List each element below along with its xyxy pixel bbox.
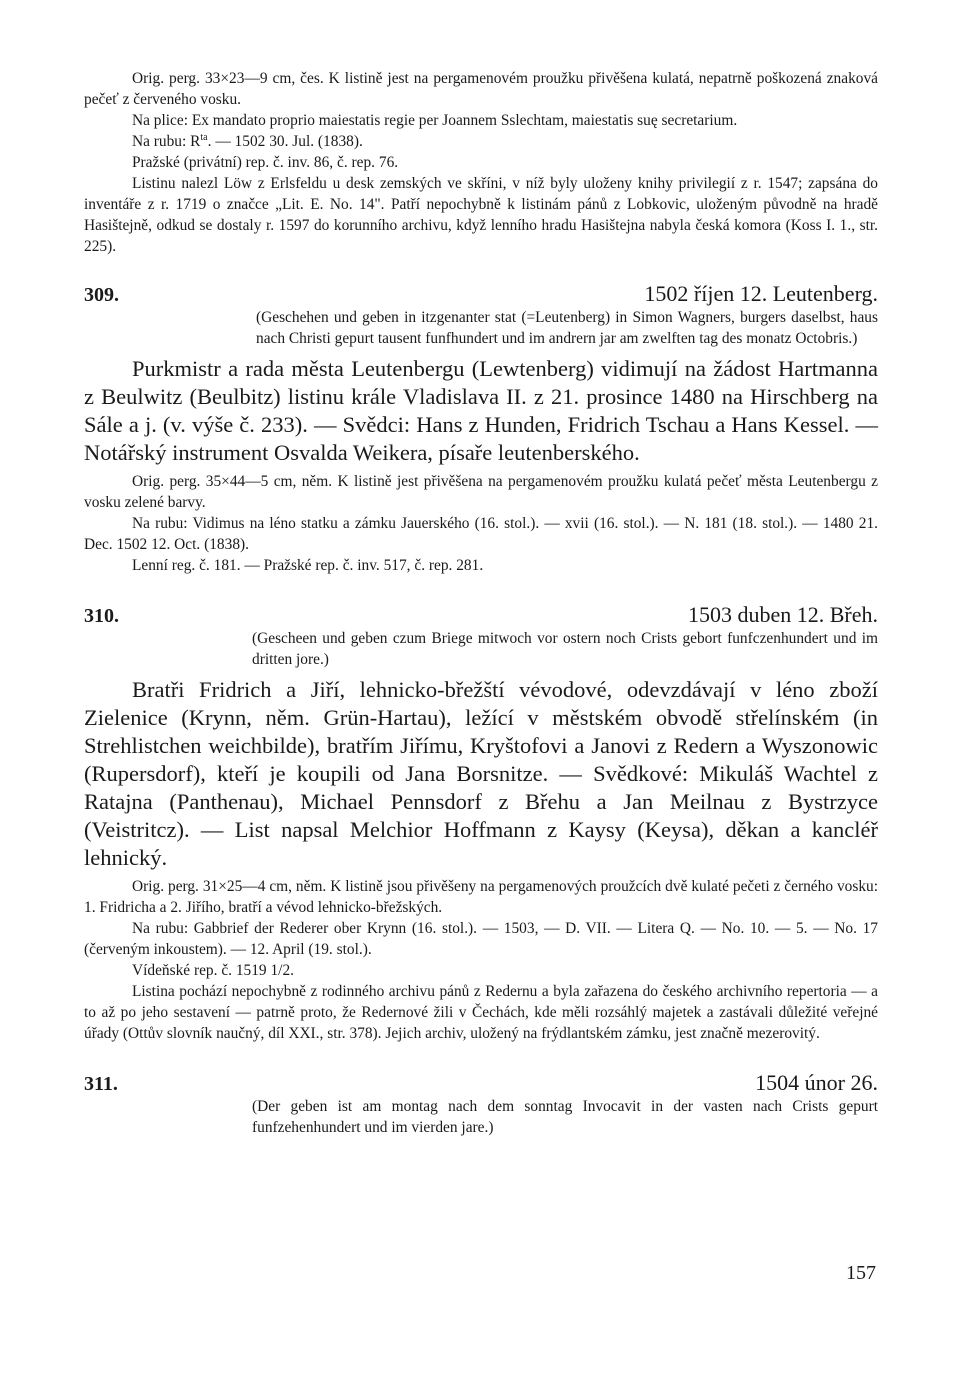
entry-summary: Purkmistr a rada města Leutenbergu (Lewtenberg) vidimují na žádost Hartmanna z Beulwitz (Beulbitz) listinu krále Vladislava II. z 21. prosince 1480 na Hirschberg na Sále a j. (v. výše č. 233). — Svědci: Hans z Hunden, Fridrich Tschau a Hans Kessel. — Notářský instrument Osvalda Weikera, písaře leutenberského. (84, 356, 878, 465)
entry-note: Listina pochází nepochybně z rodinného archivu pánů z Redernu a byla zařazena do českého archivního repertoria — a to až po jeho sestavení — patrně proto, že Redernové žili v Čechách, kde měli rozsáhlý majetek a zastávali důležité veřejné úřady (Ottův slovník naučný, díl XXI., str. 378). Jejich archiv, uložený na frýdlantském zámku, jest značně mezerovitý. (84, 983, 878, 1042)
page-content (84, 68, 878, 1138)
entry-quote: (Der geben ist am montag nach dem sonntag Invocavit in der vasten nach Crists gepurt funfzehenhundert und im vierden jare.) (252, 1098, 878, 1136)
entry-note: Na rubu: Gabbrief der Rederer ober Krynn (16. stol.). — 1503, — D. VII. — Litera Q. — No. 10. — 5. — No. 17 (červeným inkoustem). — 12. April (19. stol.). (84, 920, 878, 958)
entry-number: 309. (84, 284, 119, 306)
commentary: Listinu nalezl Löw z Erlsfeldu u desk zemských ve skříni, v níž byly uloženy knihy privilegií z r. 1547; zapsána do inventáře z r. 1719 o značce „Lit. E. No. 14". Patří nepochybně k listinám pánů z Lobkovic, uloženým původně na hradě Hasištejně, odkud se dostaly r. 1597 do korunního archivu, když lenního hradu Hasištejna nabyla česká komora (Koss I. 1., str. 225). (84, 175, 878, 255)
entry-note: Vídeňské rep. č. 1519 1/2. (132, 962, 294, 979)
entry-summary: Bratři Fridrich a Jiří, lehnicko-břežští vévodové, odevzdávají v léno zboží Zielenice (Krynn, něm. Grün-Hartau), ležící v městském obvodě střelínském (in Strehlistchen weichbilde), bratřím Jiřímu, Kryštofovi a Janovi z Redern a Wyszonowic (Rupersdorf), kteří je koupili od Jana Borsnitze. — Svědkové: Mikuláš Wachtel z Ratajna (Panthenau), Michael Pennsdorf z Břehu a Jan Meilnau z Bystrzyce (Veistritcz). — List napsal Melchior Hoffmann z Kaysy (Keysa), děkan a kancléř lehnický. (84, 677, 878, 870)
entry-date: 1504 únor 26. (755, 1070, 878, 1095)
entry-header (84, 1070, 878, 1096)
entry-note: Orig. perg. 35×44—5 cm, něm. K listině jest přivěšena na pergamenovém proužku kulatá pečeť města Leutenbergu z vosku zelené barvy. (84, 473, 878, 511)
entry-header (84, 602, 878, 628)
entry-note: Orig. perg. 31×25—4 cm, něm. K listině jsou přivěšeny na pergamenových proužcích dvě kulaté pečeti z černého vosku: 1. Fridricha a 2. Jiřího, bratří a vévod lehnicko-břežských. (84, 878, 878, 916)
entry-header (84, 281, 878, 307)
entry-number: 311. (84, 1073, 118, 1095)
entry-310 (84, 602, 878, 1044)
entry-note: Lenní reg. č. 181. — Pražské rep. č. inv. 517, č. rep. 281. (132, 557, 484, 574)
entry-309 (84, 281, 878, 576)
entry-note: Na rubu: Vidimus na léno statku a zámku Jauerského (16. stol.). — xvii (16. stol.). — N. 181 (18. stol.). — 1480 21. Dec. 1502 12. Oct. (1838). (84, 515, 878, 553)
entry-date: 1502 říjen 12. Leutenberg. (644, 281, 878, 306)
entry-311 (84, 1070, 878, 1138)
plica-note: Na plice: Ex mandato proprio maiestatis regie per Joannem Sslechtam, maiestatis suę secretarium. (132, 112, 738, 129)
archive-ref: Pražské (privátní) rep. č. inv. 86, č. rep. 76. (132, 154, 399, 171)
entry-quote: (Geschehen und geben in itzgenanter stat (=Leutenberg) in Simon Wagners, burgers daselbst, haus nach Christi gepurt tausent funfhundert und im andrern jar am zwelften tag des monatz Octobris.) (256, 309, 878, 347)
orig-note: Orig. perg. 33×23—9 cm, čes. K listině jest na pergamenovém proužku přivěšena kulatá, nepatrně poškozená znaková pečeť z červeného vosku. (84, 70, 878, 108)
page-number: 157 (846, 1262, 876, 1284)
dorsal-note: Na rubu: $R^{ta}$. — 1502 30. Jul. (1838). (132, 131, 363, 150)
entry-date: 1503 duben 12. Břeh. (687, 602, 878, 627)
entry-quote: (Gescheen und geben czum Briege mitwoch vor ostern noch Crists gebort funfczenhundert und im dritten jore.) (252, 630, 878, 668)
entry-number: 310. (84, 605, 119, 627)
prev-entry-notes (84, 68, 878, 257)
